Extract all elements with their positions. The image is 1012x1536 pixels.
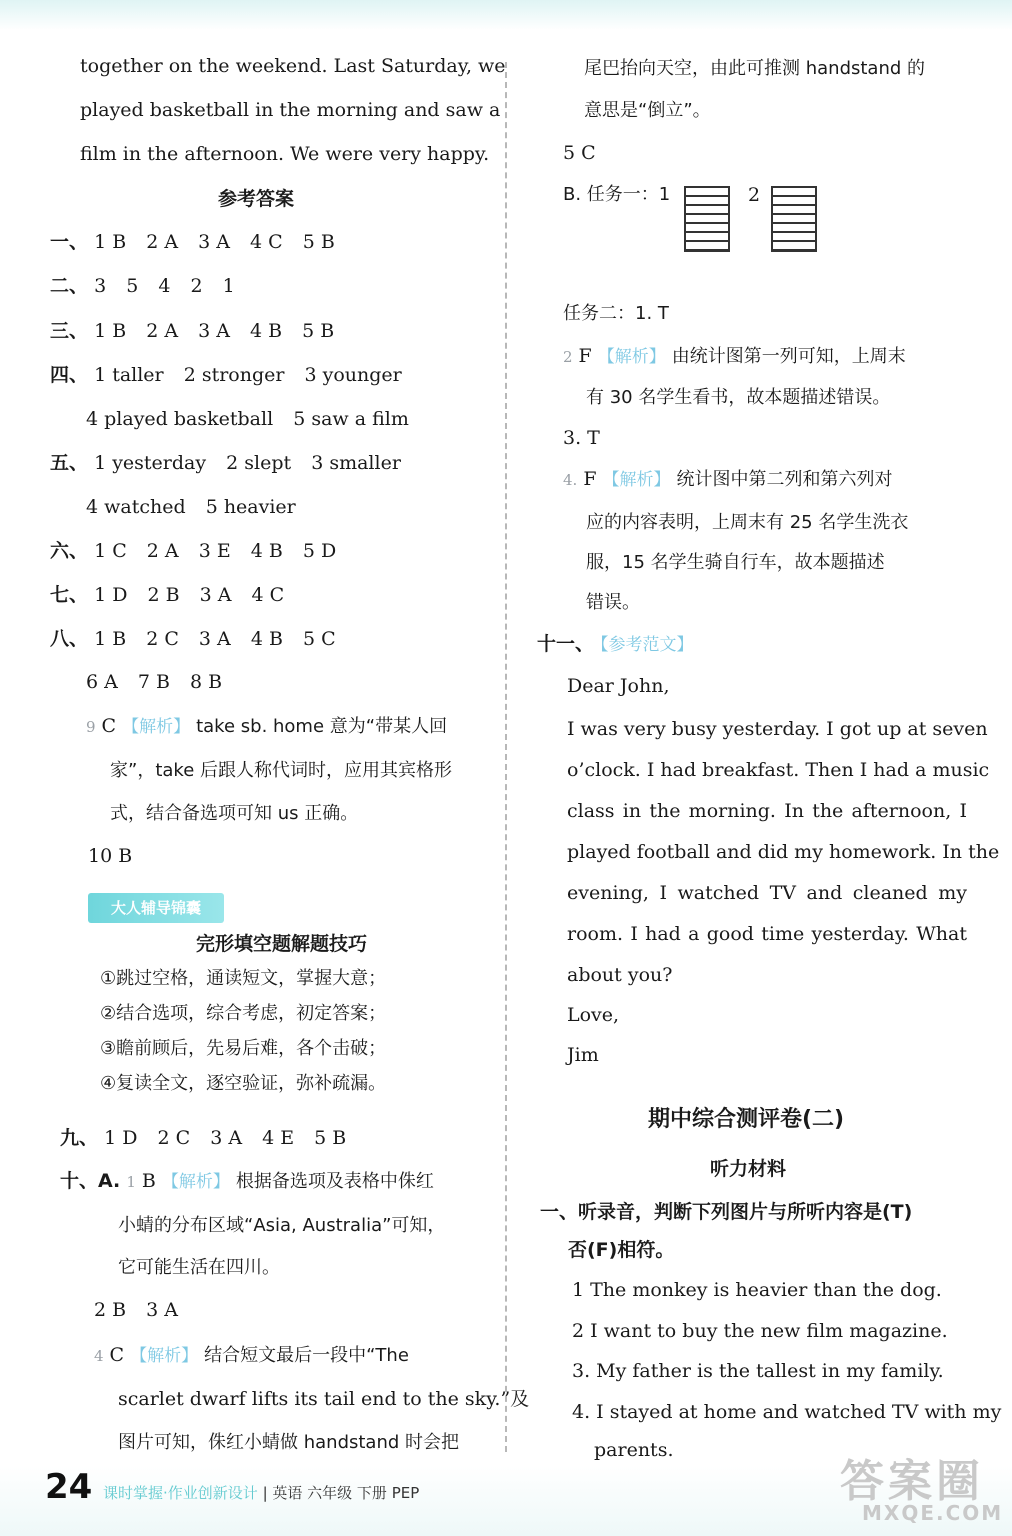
- answer: 1 C: [94, 540, 127, 562]
- section-label: 九、: [60, 1127, 99, 1149]
- section-label: 五、: [50, 452, 89, 474]
- listening-item: 4. I stayed at home and watched TV with my: [572, 1401, 1002, 1423]
- stacked-bars-icon: [684, 186, 730, 252]
- letter-line: I was very busy yesterday. I got up at seven: [567, 718, 988, 740]
- watermark-url: MXQE.COM: [862, 1501, 1004, 1525]
- answer: 5 B: [302, 320, 335, 342]
- intro-line: film in the afternoon. We were very happy.: [80, 143, 490, 165]
- answer: 1 D: [104, 1127, 138, 1149]
- explanation-text: 意思是“倒立”。: [584, 100, 711, 121]
- section-label: 七、: [50, 584, 89, 606]
- watermark-text: 答案圈: [840, 1456, 984, 1507]
- explanation-text: 错误。: [586, 592, 640, 613]
- letter-line: Jim: [567, 1044, 599, 1066]
- answer: 4 C: [251, 584, 285, 606]
- explanation-text: take sb. home 意为“带某人回: [196, 716, 448, 737]
- section-label: 十一、: [537, 633, 595, 655]
- section-label: 二、: [50, 275, 89, 297]
- tip-item: ③瞻前顾后，先易后难，各个击破；: [100, 1038, 387, 1059]
- explanation-t4: [563, 470, 893, 489]
- explanation-text: 图片可知，侏红小蜻做 handstand 时会把: [118, 1432, 460, 1453]
- answer: F: [578, 345, 592, 367]
- explanation-text: scarlet dwarf lifts its tail end to the sky.”及: [118, 1388, 530, 1410]
- analysis-tag: 【解析】: [130, 1346, 199, 1366]
- question-number: 4: [94, 1347, 104, 1365]
- explanation-text: 根据备选项及表格中侏红: [235, 1171, 434, 1192]
- answers-title: 参考答案: [218, 188, 295, 210]
- explanation-text: 有 30 名学生看书，故本题描述错误。: [586, 387, 891, 408]
- explanation-text: 结合短文最后一段中“The: [204, 1345, 409, 1366]
- listening-question: 一、听录音，判断下列图片与所听内容是(T): [540, 1201, 913, 1223]
- section-11-header: [537, 635, 700, 654]
- answer: C: [109, 1344, 125, 1366]
- brand-info: | 英语 六年级 下册 PEP: [262, 1484, 420, 1502]
- question-number: 1: [126, 1173, 136, 1191]
- section-label: 一、: [50, 231, 89, 253]
- answer: 1: [222, 275, 235, 297]
- answer: 2 A: [146, 320, 179, 342]
- section-label: 八、: [50, 628, 89, 650]
- brand-line: [103, 1482, 419, 1503]
- answer: 3. T: [563, 427, 600, 449]
- task-one-label-2: 2: [748, 184, 761, 206]
- listening-item: 3. My father is the tallest in my family.: [572, 1360, 944, 1382]
- answer: 2 stronger: [183, 364, 285, 386]
- stacked-bars-icon: [771, 186, 817, 252]
- brand-series: ·作业创新设计: [163, 1484, 258, 1502]
- listening-question: 否(F)相符。: [568, 1239, 675, 1261]
- task-one-label: B. 任务一：1: [563, 184, 671, 205]
- answer: 1 D: [94, 584, 128, 606]
- answer: 4 played basketball: [86, 408, 274, 430]
- answer: 2 A: [146, 540, 179, 562]
- letter-line: class in the morning. In the afternoon, I: [567, 800, 967, 822]
- answer: F: [583, 468, 597, 490]
- answer: 5 D: [302, 540, 337, 562]
- tip-item: ①跳过空格，通读短文，掌握大意；: [100, 968, 387, 989]
- listening-item: 1 The monkey is heavier than the dog.: [572, 1279, 942, 1301]
- question-number: 2: [563, 348, 573, 366]
- answer: B: [141, 1170, 156, 1192]
- question-number: 4.: [563, 471, 578, 489]
- answer: 1 yesterday: [94, 452, 207, 474]
- page-number: 24: [45, 1467, 93, 1507]
- answer: 4 watched: [86, 496, 186, 518]
- answer: 3 A: [198, 320, 230, 342]
- letter-line: room. I had a good time yesterday. What: [567, 923, 967, 945]
- answer: 2 slept: [226, 452, 292, 474]
- answer: 2 A: [146, 231, 179, 253]
- explanation-text: 它可能生活在四川。: [118, 1257, 280, 1278]
- answer: 8 B: [190, 671, 223, 693]
- sample-tag: 【参考范文】: [600, 635, 694, 655]
- answer: 5 B: [302, 231, 335, 253]
- analysis-tag: 【解析】: [597, 347, 666, 367]
- answer: 1 B: [94, 320, 127, 342]
- letter-line: evening, I watched TV and cleaned my: [567, 882, 967, 904]
- answer: 2: [190, 275, 203, 297]
- exam-title: 期中综合测评卷(二): [648, 1107, 845, 1132]
- answer: 4 B: [250, 628, 283, 650]
- explanation-text: 家”，take 后跟人称代词时，应用其宾格形: [110, 760, 452, 781]
- tip-item: ②结合选项，综合考虑，初定答案；: [100, 1003, 387, 1024]
- answer: 1 taller: [94, 364, 164, 386]
- answer: 3 A: [198, 231, 230, 253]
- answer: 3 A: [210, 1127, 243, 1149]
- answer: 4 B: [250, 320, 283, 342]
- listening-item: 2 I want to buy the new film magazine.: [572, 1320, 948, 1342]
- answer: 2 B: [94, 1299, 127, 1321]
- brand-name: 课时掌握: [103, 1484, 164, 1502]
- answer: 3 A: [146, 1299, 178, 1321]
- answer: 3 A: [199, 584, 232, 606]
- answer: 10 B: [88, 845, 133, 867]
- letter-line: played football and did my homework. In the: [567, 841, 1000, 863]
- answer: 3 A: [198, 628, 231, 650]
- analysis-tag: 【解析】: [161, 1172, 230, 1192]
- tip-title: 完形填空题解题技巧: [196, 933, 368, 955]
- section-label: 十、A.: [60, 1170, 121, 1192]
- question-number: 9: [86, 718, 96, 736]
- intro-line: together on the weekend. Last Saturday, we: [80, 55, 506, 77]
- answer: 3: [94, 275, 107, 297]
- task-two-label: 任务二：1. T: [563, 303, 669, 324]
- explanation-text: 服，15 名学生骑自行车，故本题描述: [586, 552, 885, 573]
- listening-title: 听力材料: [710, 1158, 787, 1180]
- section-label: 四、: [50, 364, 89, 386]
- answer: 5 C: [302, 628, 336, 650]
- intro-line: played basketball in the morning and saw a: [80, 99, 501, 121]
- answer: 4: [158, 275, 171, 297]
- answer: 5 saw a film: [293, 408, 409, 430]
- explanation-text: 尾巴抬向天空，由此可推测 handstand 的: [584, 58, 926, 79]
- answer: 7 B: [137, 671, 170, 693]
- answer: 3 smaller: [311, 452, 401, 474]
- explanation-text: 由统计图第一列可知，上周末: [671, 346, 906, 367]
- explanation-text: 式，结合备选项可知 us 正确。: [110, 803, 359, 824]
- listening-item: parents.: [594, 1439, 674, 1461]
- answer: 5 C: [563, 142, 596, 164]
- tip-item: ④复读全文，逐空验证，弥补疏漏。: [100, 1073, 387, 1094]
- watermark-logo: [832, 1445, 1007, 1530]
- tip-banner: 大人辅导锦囊: [88, 893, 224, 923]
- answer: 2 B: [147, 584, 180, 606]
- answer: 4 E: [262, 1127, 295, 1149]
- section-label: 六、: [50, 540, 89, 562]
- analysis-tag: 【解析】: [122, 717, 191, 737]
- answer: 4 B: [250, 540, 283, 562]
- answer: 1 B: [94, 231, 127, 253]
- analysis-tag: 【解析】: [602, 470, 671, 490]
- answer: 2 C: [157, 1127, 191, 1149]
- answer: C: [101, 715, 117, 737]
- answer: 6 A: [86, 671, 118, 693]
- answer: 2 C: [146, 628, 179, 650]
- answer: 1 B: [94, 628, 127, 650]
- answer: 3 E: [198, 540, 231, 562]
- answer: 3 younger: [304, 364, 402, 386]
- explanation-text: 统计图中第二列和第六列对: [676, 469, 893, 490]
- letter-line: Love,: [567, 1004, 620, 1026]
- letter-line: Dear John,: [567, 675, 670, 697]
- answer: 5 heavier: [205, 496, 296, 518]
- answer: 4 C: [250, 231, 283, 253]
- explanation-t2: [563, 347, 906, 366]
- letter-line: about you?: [567, 964, 673, 986]
- letter-line: o’clock. I had breakfast. Then I had a music: [567, 759, 990, 781]
- section-label: 三、: [50, 320, 89, 342]
- answer: 5: [126, 275, 139, 297]
- explanation-text: 小蜻的分布区域“Asia, Australia”可知，: [118, 1215, 446, 1236]
- explanation-text: 应的内容表明，上周末有 25 名学生洗衣: [586, 512, 909, 533]
- answer: 5 B: [314, 1127, 347, 1149]
